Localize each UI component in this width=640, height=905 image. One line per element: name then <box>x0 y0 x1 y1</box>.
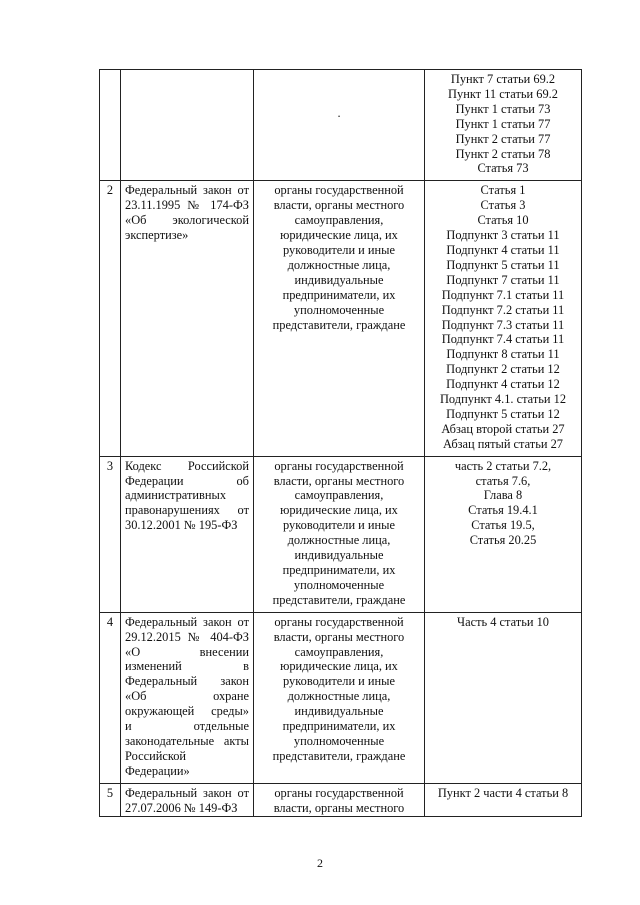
subjects-line: представители, граждане <box>272 748 406 763</box>
law-name-line: 23.11.1995 № 174-ФЗ <box>125 198 249 213</box>
law-name-line: Федерации об <box>125 473 249 488</box>
subjects-cell <box>254 612 425 783</box>
table-row <box>100 612 582 783</box>
law-name-cell <box>121 612 254 783</box>
subjects-line: руководители и иные <box>283 518 395 533</box>
subjects-line: индивидуальные <box>294 548 384 563</box>
law-name-line: 27.07.2006 № 149-ФЗ <box>125 800 238 815</box>
article-reference: статья 7.6, <box>475 473 531 488</box>
subjects-line: представители, граждане <box>272 592 406 607</box>
subjects-line: индивидуальные <box>294 704 384 719</box>
law-name-cell <box>121 783 254 816</box>
subjects-cell <box>254 456 425 612</box>
articles-cell <box>425 612 582 783</box>
subjects-line: предприниматели, их <box>282 287 396 302</box>
subjects-line: руководители и иные <box>283 674 395 689</box>
table-row <box>100 70 582 181</box>
law-name-line: окружающей среды» <box>125 704 249 719</box>
subjects-line: должностные лица, <box>287 257 391 272</box>
article-reference: Статья 1 <box>480 183 526 198</box>
article-reference: Часть 4 статьи 10 <box>457 614 549 629</box>
article-reference: Пункт 11 статьи 69.2 <box>448 86 558 101</box>
row-number-cell: 3 <box>100 456 121 612</box>
article-reference: Пункт 1 статьи 73 <box>455 101 551 116</box>
law-name-line: Российской <box>125 748 187 763</box>
table-row <box>100 181 582 456</box>
article-reference: Статья 10 <box>477 213 529 228</box>
law-name-line: экспертизе» <box>125 228 189 243</box>
subjects-line: должностные лица, <box>287 533 391 548</box>
subjects-cell <box>254 70 425 181</box>
article-reference: Подпункт 4.1. статьи 12 <box>439 392 567 407</box>
subjects-line: предприниматели, их <box>282 719 396 734</box>
article-reference: Подпункт 7.1 статьи 11 <box>441 287 565 302</box>
law-name-line: Кодекс Российской <box>125 458 249 473</box>
articles-cell <box>425 70 582 181</box>
article-reference: Пункт 2 части 4 статьи 8 <box>437 785 569 800</box>
subjects-cell <box>254 783 425 816</box>
subjects-line: самоуправления, <box>294 488 384 503</box>
subjects-cell <box>254 181 425 456</box>
table-row <box>100 783 582 816</box>
article-reference: Глава 8 <box>483 488 523 503</box>
row-number-cell: 2 <box>100 181 121 456</box>
article-reference: Пункт 2 статьи 78 <box>455 146 551 161</box>
row-number-cell: 5 <box>100 783 121 816</box>
law-name-line: 29.12.2015 № 404-ФЗ <box>125 629 249 644</box>
article-reference: Пункт 1 статьи 77 <box>455 116 551 131</box>
articles-cell <box>425 181 582 456</box>
articles-cell <box>425 456 582 612</box>
article-reference: Статья 73 <box>477 161 529 176</box>
article-reference: Подпункт 5 статьи 11 <box>446 257 560 272</box>
subjects-line: власти, органы местного <box>273 629 405 644</box>
subjects-line: должностные лица, <box>287 689 391 704</box>
article-reference: Подпункт 8 статьи 11 <box>446 347 560 362</box>
subjects-line: уполномоченные <box>293 733 385 748</box>
article-reference: Статья 19.4.1 <box>468 503 538 518</box>
law-name-line: изменений в <box>125 659 249 674</box>
law-name-line: административных <box>125 488 227 503</box>
subjects-line: самоуправления, <box>294 644 384 659</box>
subjects-line: уполномоченные <box>293 302 385 317</box>
page-number: 2 <box>317 856 323 870</box>
law-name-line: Федерации» <box>125 763 190 778</box>
subjects-line: предприниматели, их <box>282 563 396 577</box>
article-reference: Подпункт 4 статьи 12 <box>446 377 560 392</box>
law-name-line: и отдельные <box>125 719 249 734</box>
subjects-line: власти, органы местного <box>273 800 405 815</box>
article-reference: Статья 20.25 <box>469 533 537 548</box>
law-name-line: «Об экологической <box>125 213 249 228</box>
subjects-line: юридические лица, их <box>280 228 398 243</box>
article-reference: Абзац второй статьи 27 <box>441 421 565 436</box>
article-reference: Подпункт 7.2 статьи 11 <box>441 302 565 317</box>
row-number-cell: 4 <box>100 612 121 783</box>
law-name-line: Федеральный закон от <box>125 785 249 800</box>
law-name-line: Федеральный закон от <box>125 183 249 198</box>
subjects-line: представители, граждане <box>272 317 406 332</box>
article-reference: Статья 19.5, <box>471 518 535 533</box>
subjects-line: уполномоченные <box>293 577 385 592</box>
laws-table <box>99 69 582 817</box>
subjects-line: руководители и иные <box>283 242 395 257</box>
subjects-line: самоуправления, <box>294 213 384 228</box>
subjects-line: органы государственной <box>274 785 404 800</box>
article-reference: Пункт 7 статьи 69.2 <box>450 72 556 86</box>
law-name-line: законодательные акты <box>125 733 249 748</box>
article-reference: Подпункт 7 статьи 11 <box>446 272 560 287</box>
article-reference: Подпункт 7.4 статьи 11 <box>441 332 565 347</box>
row-number-cell <box>100 70 121 181</box>
law-name-cell <box>121 181 254 456</box>
subjects-line: юридические лица, их <box>280 503 398 518</box>
subjects-line: власти, органы местного <box>273 473 405 488</box>
article-reference: часть 2 статьи 7.2, <box>454 458 552 473</box>
article-reference: Подпункт 5 статьи 12 <box>446 406 560 421</box>
article-reference: Подпункт 2 статьи 12 <box>446 362 560 377</box>
subjects-line: органы государственной <box>274 614 404 629</box>
article-reference: Подпункт 3 статьи 11 <box>446 228 560 243</box>
article-reference: Пункт 2 статьи 77 <box>455 131 551 146</box>
article-reference: Подпункт 4 статьи 11 <box>446 242 560 257</box>
law-name-line: «О внесении <box>125 644 249 659</box>
articles-cell <box>425 783 582 816</box>
law-name-line: «Об охране <box>125 689 249 704</box>
table-row <box>100 456 582 612</box>
subjects-line: органы государственной <box>274 183 404 198</box>
stray-mark: . <box>337 106 341 120</box>
law-name-line: Федеральный закон от <box>125 614 249 629</box>
subjects-line: индивидуальные <box>294 272 384 287</box>
law-name-cell <box>121 456 254 612</box>
law-name-line: 30.12.2001 № 195-ФЗ <box>125 518 238 533</box>
subjects-line: власти, органы местного <box>273 198 405 213</box>
law-name-line: правонарушениях от <box>125 503 249 518</box>
subjects-line: юридические лица, их <box>280 659 398 674</box>
law-name-cell <box>121 70 254 181</box>
article-reference: Статья 3 <box>480 198 526 213</box>
article-reference: Подпункт 7.3 статьи 11 <box>441 317 565 332</box>
article-reference: Абзац пятый статьи 27 <box>443 436 563 451</box>
subjects-line: органы государственной <box>274 458 404 473</box>
law-name-line: Федеральный закон <box>125 674 249 689</box>
